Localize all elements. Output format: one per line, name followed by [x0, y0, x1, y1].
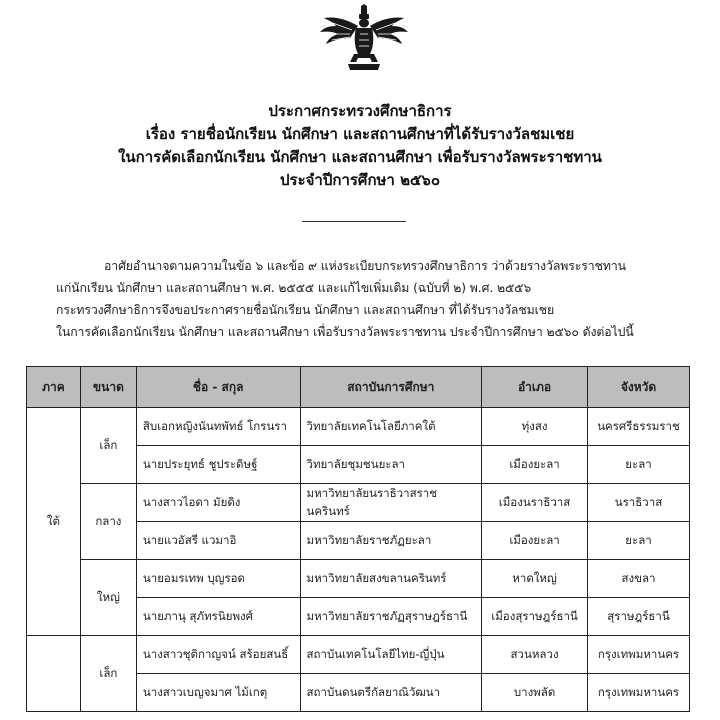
region-cell: ใต้ [27, 408, 81, 636]
table-header-row [27, 367, 690, 408]
size-cell: ใหญ่ [80, 560, 136, 636]
province-cell: นราธิวาส [587, 484, 689, 522]
title-line-3: ในการคัดเลือกนักเรียน นักศึกษา และสถานศึกษา เพื่อรับรางวัลพระราชทาน [118, 148, 602, 166]
district-cell: บางพลัด [482, 674, 588, 712]
title-line-2: เรื่อง รายชื่อนักเรียน นักศึกษา และสถานศึกษาที่ได้รับรางวัลชมเชย [145, 125, 575, 143]
district-cell: เมืองสุราษฎร์ธานี [482, 598, 588, 636]
paragraph-line: กระทรวงศึกษาธิการจึงขอประกาศรายชื่อนักเรียน นักศึกษา และสถานศึกษา ที่ได้รับรางวัลชมเชย [56, 303, 555, 317]
name-cell: นางสาวชุติกาญจน์ สร้อยสนธิ์ [136, 636, 300, 674]
institution-cell: มหาวิทยาลัยนราธิวาสราชนครินทร์ [300, 484, 482, 522]
table-row [27, 636, 690, 674]
name-cell: สิบเอกหญิงนันทพัทธ์ โกรนรา [136, 408, 300, 446]
institution-cell: มหาวิทยาลัยราชภัฏยะลา [300, 522, 482, 560]
table-row [27, 560, 690, 598]
size-cell: เล็ก [80, 408, 136, 484]
garuda-emblem-icon [318, 4, 410, 74]
institution-cell: วิทยาลัยชุมชนยะลา [300, 446, 482, 484]
header-province: จังหวัด [587, 367, 689, 408]
announcement-title [0, 100, 720, 192]
header-institution: สถาบันการศึกษา [300, 367, 482, 408]
province-cell: ยะลา [587, 522, 689, 560]
province-cell: กรุงเทพมหานคร [587, 636, 689, 674]
paragraph-line: อาศัยอำนาจตามความในข้อ ๖ และข้อ ๙ แห่งระเบียบกระทรวงศึกษาธิการ ว่าด้วยรางวัลพระราชทาน [104, 259, 626, 273]
paragraph-line: ในการคัดเลือกนักเรียน นักศึกษา และสถานศึกษา เพื่อรับรางวัลพระราชทาน ประจำปีการศึกษา ๒๕๖๐ ดังต่อไปนี้ [56, 325, 634, 339]
table-row [27, 484, 690, 522]
province-cell: ยะลา [587, 446, 689, 484]
institution-cell: สถาบันดนตรีกัลยาณิวัฒนา [300, 674, 482, 712]
header-size: ขนาด [80, 367, 136, 408]
size-cell: เล็ก [80, 636, 136, 712]
name-cell: นางสาวไอดา มัยดิง [136, 484, 300, 522]
institution-cell: วิทยาลัยเทคโนโลยีภาคใต้ [300, 408, 482, 446]
table-row [27, 408, 690, 446]
district-cell: สวนหลวง [482, 636, 588, 674]
header-region: ภาค [27, 367, 81, 408]
province-cell: สุราษฎร์ธานี [587, 598, 689, 636]
header-name: ชื่อ - สกุล [136, 367, 300, 408]
name-cell: นายประยุทธ์ ชูประดิษฐ์ [136, 446, 300, 484]
institution-cell: สถาบันเทคโนโลยีไทย-ญี่ปุ่น [300, 636, 482, 674]
paragraph-line: แก่นักเรียน นักศึกษา และสถานศึกษา พ.ศ. ๒๕๕๕ และแก้ไขเพิ่มเติม (ฉบับที่ ๒) พ.ศ. ๒๕๕๖ [56, 281, 532, 295]
award-list-table [26, 366, 690, 712]
district-cell: เมืองนราธิวาส [482, 484, 588, 522]
title-divider [302, 221, 406, 222]
district-cell: เมืองยะลา [482, 446, 588, 484]
title-line-4: ประจำปีการศึกษา ๒๕๖๐ [280, 171, 440, 189]
size-cell: กลาง [80, 484, 136, 560]
header-district: อำเภอ [482, 367, 588, 408]
district-cell: ทุ่งสง [482, 408, 588, 446]
preamble-paragraph [56, 255, 686, 343]
name-cell: นายภานุ สุภัทรนิยพงศ์ [136, 598, 300, 636]
province-cell: นครศรีธรรมราช [587, 408, 689, 446]
province-cell: สงขลา [587, 560, 689, 598]
institution-cell: มหาวิทยาลัยสงขลานครินทร์ [300, 560, 482, 598]
title-line-1: ประกาศกระทรวงศึกษาธิการ [268, 102, 452, 120]
name-cell: นายแวอัสรี แวมาอิ [136, 522, 300, 560]
province-cell: กรุงเทพมหานคร [587, 674, 689, 712]
name-cell: นางสาวเบญจมาศ ไม้เกตุ [136, 674, 300, 712]
name-cell: นายอมรเทพ บุญรอด [136, 560, 300, 598]
district-cell: หาดใหญ่ [482, 560, 588, 598]
institution-cell: มหาวิทยาลัยราชภัฏสุราษฎร์ธานี [300, 598, 482, 636]
region-cell [27, 636, 81, 712]
district-cell: เมืองยะลา [482, 522, 588, 560]
